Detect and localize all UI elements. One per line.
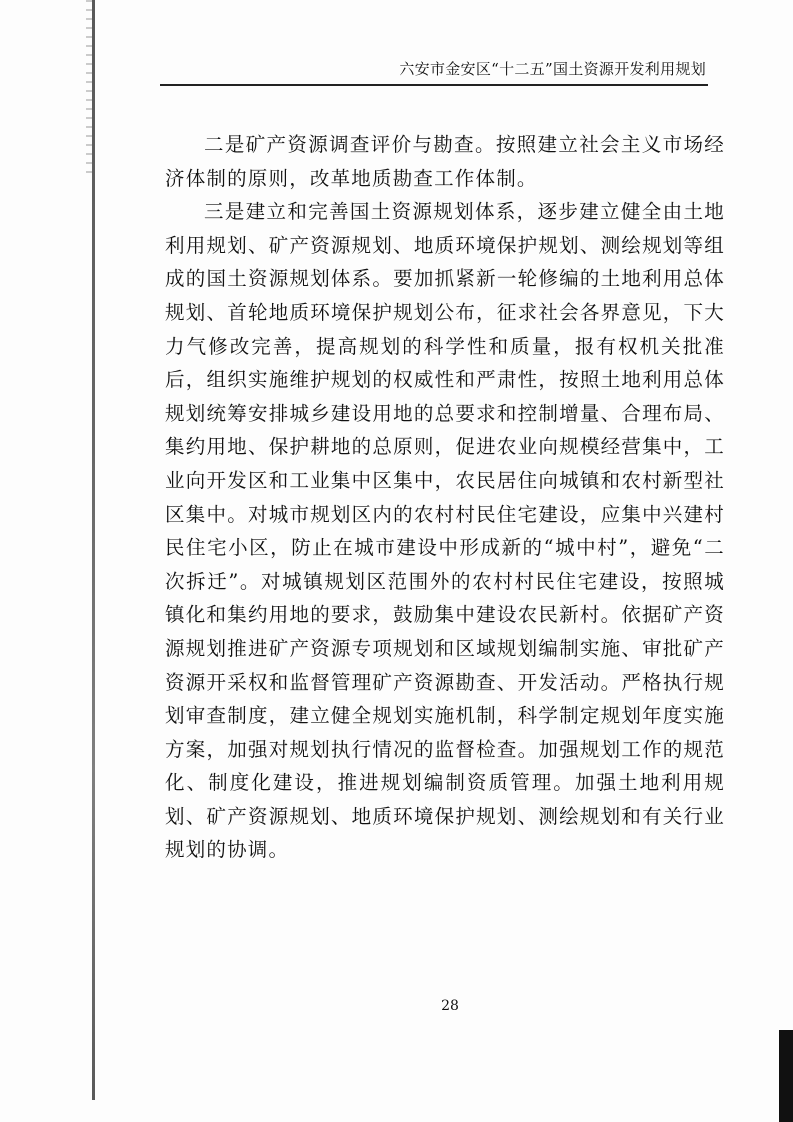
binding-edge: [92, 0, 95, 1100]
paragraph: 三是建立和完善国土资源规划体系，逐步建立健全由土地利用规划、矿产资源规划、地质环境保护规划、测绘规划等组成的国土资源规划体系。要加抓紧新一轮修编的土地利用总体规划、首轮地质环境保护规划公布，征求社会各界意见，下大力气修改完善，提高规划的科学性和质量，报有权机关批准后，组织实施维护规划的权威性和严肃性，按照土地利用总体规划统筹安排城乡建设用地的总要求和控制增量、合理布局、集约用地、保护耕地的总原则，促进农业向规模经营集中，工业向开发区和工业集中区集中，农民居住向城镇和农村新型社区集中。对城市规划区内的农村村民住宅建设，应集中兴建村民住宅小区，防止在城市建设中形成新的“城中村”，避免“二次拆迁”。对城镇规划区范围外的农村村民住宅建设，按照城镇化和集约用地的要求，鼓励集中建设农民新村。依据矿产资源规划推进矿产资源专项规划和区域规划编制实施、审批矿产资源开采权和监督管理矿产资源勘查、开发活动。严格执行规划审查制度，建立健全规划实施机制，科学制定规划年度实施方案，加强对规划执行情况的监督检查。加强规划工作的规范化、制度化建设，推进规划编制资质管理。加强土地利用规划、矿产资源规划、地质环境保护规划、测绘规划和有关行业规划的协调。: [165, 200, 725, 862]
page-number: 28: [441, 998, 459, 1014]
body-text: [165, 128, 725, 867]
paragraph: 二是矿产资源调查评价与勘查。按照建立社会主义市场经济体制的原则，改革地质勘查工作体制。: [165, 133, 725, 190]
header-rule: [160, 84, 708, 86]
scan-edge-shadow: [779, 1030, 793, 1122]
running-header: 六安市金安区“十二五”国土资源开发利用规划: [399, 60, 706, 78]
